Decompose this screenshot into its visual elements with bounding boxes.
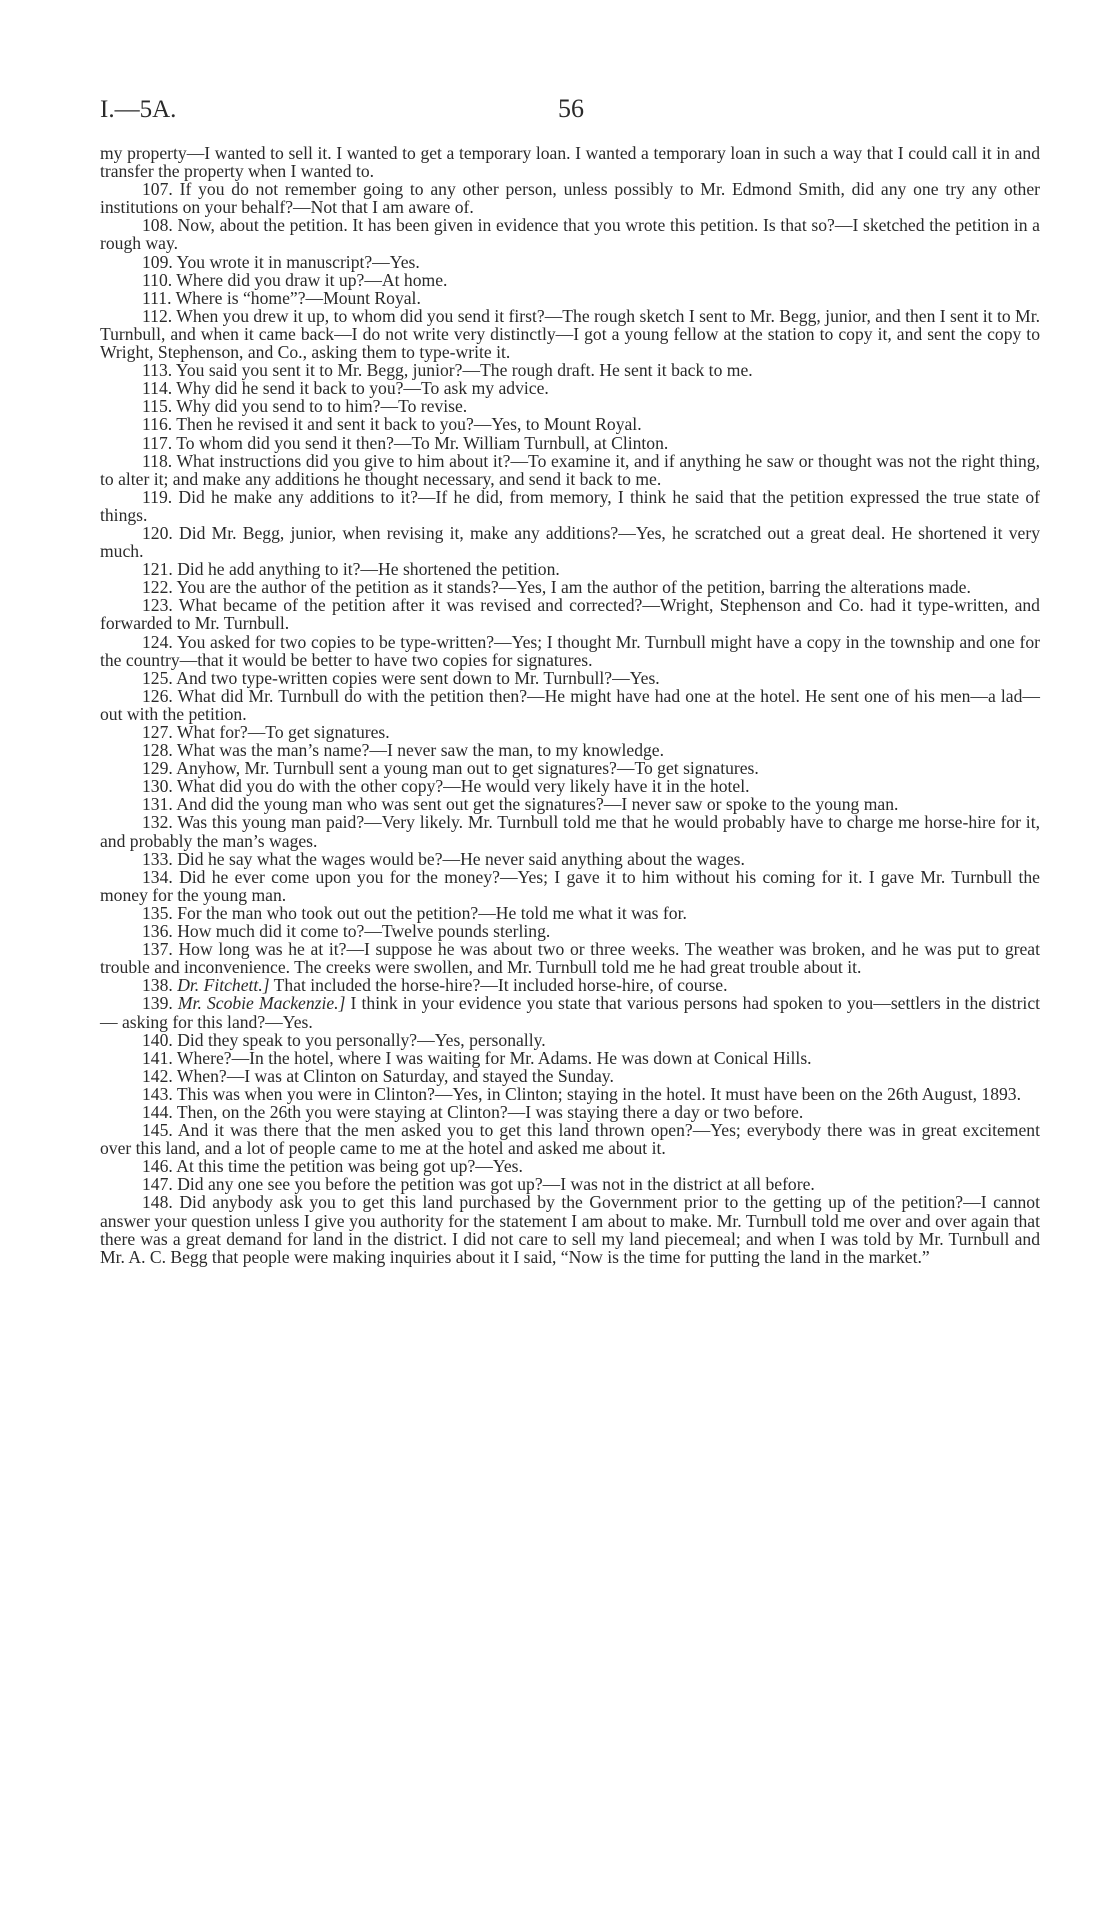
question-number: 140.: [142, 1029, 173, 1050]
question-answer-text: I think in your evidence you state that various persons had spoken to you—settlers in the district— asking for this land?—Yes.: [100, 993, 1041, 1032]
evidence-paragraph: [100, 1067, 1040, 1085]
question-answer-text: You asked for two copies to be type-written?—Yes; I thought Mr. Turnbull might have a copy in the township and one for the country—that it would be better to have two copies for signatures.: [100, 631, 1041, 670]
question-number: 141.: [142, 1047, 173, 1068]
evidence-paragraph: [100, 669, 1040, 687]
evidence-paragraph: [100, 940, 1040, 976]
evidence-paragraph: [100, 216, 1040, 252]
question-number: 125.: [142, 667, 173, 688]
question-answer-text: Why did you send to to him?—To revise.: [176, 396, 468, 417]
evidence-paragraph: [100, 307, 1040, 361]
question-number: 109.: [142, 251, 173, 272]
question-answer-text: Where is “home”?—Mount Royal.: [175, 287, 421, 308]
question-answer-text: If you do not remember going to any other person, unless possibly to Mr. Edmond Smith, did any one try any other institutions on your behalf?—Not that I am aware of.: [100, 179, 1040, 218]
question-number: 126.: [142, 685, 173, 706]
evidence-paragraph: [100, 415, 1040, 433]
question-number: 127.: [142, 722, 173, 742]
evidence-paragraph: [100, 560, 1040, 578]
question-answer-text: Did anybody ask you to get this land purchased by the Government prior to the getting up of the petition?—I cannot answer your question unless I give you authority for the statement I am about to make. Mr. Turnbull told me over and over again that there was a great demand for land in the district. I did not care to sell my land piecemeal; and when I was told by Mr. Turnbull and Mr. A. C. Begg that people were making inquiries about it I said, “Now is the time for putting the land in the market.”: [100, 1192, 1040, 1267]
question-number: 111.: [142, 287, 172, 308]
question-number: 133.: [142, 848, 173, 869]
evidence-paragraph: [100, 759, 1040, 777]
question-number: 120.: [142, 522, 173, 543]
evidence-paragraph: [100, 850, 1040, 868]
evidence-paragraph: [100, 361, 1040, 379]
question-number: 122.: [142, 577, 173, 598]
evidence-paragraph: [100, 868, 1040, 904]
question-answer-text: For the man who took out out the petition?—He told me what it was for.: [177, 902, 687, 923]
question-number: 108.: [142, 215, 173, 236]
evidence-paragraph: [100, 723, 1040, 741]
question-number: 116.: [142, 414, 173, 435]
question-number: 147.: [142, 1174, 173, 1195]
question-number: 131.: [142, 794, 173, 815]
evidence-paragraph: [100, 976, 1040, 994]
question-answer-text: At this time the petition was being got up?—Yes.: [176, 1156, 523, 1177]
question-answer-text: This was when you were in Clinton?—Yes, in Clinton; staying in the hotel. It must have been on the 26th August, 1893.: [176, 1083, 1021, 1104]
question-answer-text: You wrote it in manuscript?—Yes.: [176, 251, 420, 272]
document-reference: I.—5A.: [100, 96, 177, 123]
question-answer-text: That included the horse-hire?—It included horse-hire, of course.: [273, 975, 728, 996]
question-answer-text: And did the young man who was sent out get the signatures?—I never saw or spoke to the young man.: [176, 794, 899, 815]
evidence-paragraph: [100, 1085, 1040, 1103]
question-answer-text: To whom did you send it then?—To Mr. William Turnbull, at Clinton.: [176, 432, 669, 453]
question-number: 117.: [142, 432, 173, 453]
question-answer-text: And two type-written copies were sent down to Mr. Turnbull?—Yes.: [176, 667, 660, 688]
question-answer-text: What did Mr. Turnbull do with the petition then?—He might have had one at the hotel. He sent one of his men—a lad—out with the petition.: [100, 685, 1040, 724]
evidence-paragraph: [100, 795, 1040, 813]
question-answer-text: And it was there that the men asked you to get this land thrown open?—Yes; everybody there was in great excitement over this land, and a lot of people came to me at the hotel and asked me about it.: [100, 1120, 1040, 1159]
page-number: 56: [558, 94, 584, 123]
question-number: 128.: [142, 740, 173, 761]
question-number: 144.: [142, 1101, 173, 1122]
evidence-paragraph: [100, 1175, 1040, 1193]
question-answer-text: Then, on the 26th you were staying at Clinton?—I was staying there a day or two before.: [176, 1101, 804, 1122]
question-number: 121.: [142, 559, 173, 580]
question-number: 148.: [142, 1192, 173, 1213]
question-number: 113.: [142, 360, 173, 381]
speaker-name: Dr. Fitchett.]: [177, 975, 270, 996]
evidence-paragraph: [100, 1049, 1040, 1067]
question-number: 119.: [142, 486, 173, 507]
evidence-paragraph: [100, 488, 1040, 524]
question-answer-text: Why did he send it back to you?—To ask my advice.: [176, 378, 549, 399]
page-header: [100, 96, 1040, 132]
evidence-paragraph: [100, 434, 1040, 452]
question-answer-text: my property—I wanted to sell it. I wanted to get a temporary loan. I wanted a temporary loan in such a way that I could call it in and transfer the property when I wanted to.: [100, 143, 1040, 182]
question-number: 115.: [142, 396, 173, 417]
evidence-text: [100, 144, 1040, 1266]
question-answer-text: Did he add anything to it?—He shortened the petition.: [177, 559, 560, 580]
evidence-paragraph: [100, 777, 1040, 795]
evidence-paragraph: [100, 922, 1040, 940]
question-number: 114.: [142, 378, 173, 399]
evidence-paragraph: [100, 289, 1040, 307]
question-answer-text: You said you sent it to Mr. Begg, junior?—The rough draft. He sent it back to me.: [175, 360, 753, 381]
evidence-paragraph: [100, 904, 1040, 922]
evidence-paragraph: [100, 1103, 1040, 1121]
question-number: 124.: [142, 631, 173, 652]
question-number: 139.: [142, 993, 173, 1014]
evidence-paragraph: [100, 253, 1040, 271]
question-answer-text: Did any one see you before the petition was got up?—I was not in the district at all before.: [177, 1174, 815, 1195]
question-answer-text: Now, about the petition. It has been given in evidence that you wrote this petition. Is that so?—I sketched the petition in a rough way.: [100, 215, 1040, 254]
evidence-paragraph: [100, 633, 1040, 669]
question-number: 136.: [142, 921, 173, 942]
question-answer-text: What instructions did you give to him about it?—To examine it, and if anything he saw or thought was not the right thing, to alter it; and make any additions he thought necessary, and send it back to me.: [100, 450, 1040, 489]
evidence-paragraph: [100, 180, 1040, 216]
question-answer-text: Where?—In the hotel, where I was waiting for Mr. Adams. He was down at Conical Hills.: [176, 1047, 812, 1068]
question-answer-text: What for?—To get signatures.: [176, 722, 390, 742]
evidence-paragraph: [100, 1031, 1040, 1049]
evidence-paragraph: [100, 452, 1040, 488]
question-answer-text: How much did it come to?—Twelve pounds sterling.: [177, 921, 551, 942]
question-number: 110.: [142, 269, 173, 290]
question-answer-text: Did he say what the wages would be?—He never said anything about the wages.: [177, 848, 745, 869]
question-answer-text: When you drew it up, to whom did you send it first?—The rough sketch I sent to Mr. Begg, junior, and then I sent it to Mr. Turnbull, and when it came back—I do not write very distinctly—I got a young fellow at the station to copy it, and sent the copy to Wright, Stephenson, and Co., asking them to type-write it.: [100, 305, 1040, 363]
question-answer-text: Did Mr. Begg, junior, when revising it, make any additions?—Yes, he scratched out a great deal. He shortened it very much.: [100, 522, 1041, 562]
evidence-paragraph: [100, 578, 1040, 596]
question-number: 118.: [142, 450, 173, 471]
evidence-paragraph: [100, 741, 1040, 759]
evidence-paragraph: [100, 1193, 1040, 1265]
question-answer-text: Where did you draw it up?—At home.: [176, 269, 448, 290]
question-number: 129.: [142, 758, 173, 779]
question-answer-text: How long was he at it?—I suppose he was about two or three weeks. The weather was broken, and he was put to great trouble and inconvenience. The creeks were swollen, and Mr. Turnbull told me he had great trouble about it.: [100, 939, 1040, 978]
question-number: 112.: [142, 305, 173, 326]
question-number: 145.: [142, 1120, 173, 1141]
evidence-paragraph: [100, 1121, 1040, 1157]
question-answer-text: Did he make any additions to it?—If he did, from memory, I think he said that the petition expressed the true state of things.: [100, 486, 1040, 525]
question-number: 107.: [142, 179, 173, 200]
question-answer-text: Then he revised it and sent it back to you?—Yes, to Mount Royal.: [176, 414, 642, 435]
evidence-paragraph: [100, 1157, 1040, 1175]
question-number: 146.: [142, 1156, 173, 1177]
evidence-paragraph: [100, 144, 1040, 180]
speaker-name: Mr. Scobie Mackenzie.]: [177, 993, 346, 1014]
question-number: 135.: [142, 902, 173, 923]
question-answer-text: Was this young man paid?—Very likely. Mr. Turnbull told me that he would probably have to charge me horse-hire for it, and probably the man’s wages.: [100, 812, 1040, 851]
question-number: 134.: [142, 866, 173, 887]
evidence-paragraph: [100, 397, 1040, 415]
evidence-paragraph: [100, 379, 1040, 397]
question-answer-text: Did they speak to you personally?—Yes, personally.: [177, 1029, 546, 1050]
question-number: 132.: [142, 812, 173, 833]
question-answer-text: When?—I was at Clinton on Saturday, and stayed the Sunday.: [176, 1065, 614, 1086]
question-answer-text: Did he ever come upon you for the money?—Yes; I gave it to him without his coming for it. I gave Mr. Turnbull the money for the young man.: [100, 866, 1040, 905]
question-number: 137.: [142, 939, 173, 960]
question-number: 142.: [142, 1065, 173, 1086]
question-answer-text: What became of the petition after it was revised and corrected?—Wright, Stephenson and Co. had it type-written, and forwarded to Mr. Turnbull.: [100, 595, 1040, 634]
evidence-paragraph: [100, 687, 1040, 723]
question-number: 130.: [142, 776, 173, 797]
evidence-paragraph: [100, 596, 1040, 632]
evidence-paragraph: [100, 813, 1040, 849]
question-answer-text: What was the man’s name?—I never saw the man, to my knowledge.: [176, 740, 664, 761]
evidence-paragraph: [100, 994, 1040, 1030]
question-answer-text: You are the author of the petition as it stands?—Yes, I am the author of the petition, barring the alterations made.: [176, 577, 971, 598]
question-answer-text: What did you do with the other copy?—He would very likely have it in the hotel.: [176, 776, 750, 797]
question-number: 123.: [142, 595, 173, 616]
question-answer-text: Anyhow, Mr. Turnbull sent a young man out to get signatures?—To get signatures.: [176, 758, 759, 779]
question-number: 143.: [142, 1083, 173, 1104]
evidence-paragraph: [100, 271, 1040, 289]
question-number: 138.: [142, 975, 173, 996]
evidence-paragraph: [100, 524, 1040, 560]
